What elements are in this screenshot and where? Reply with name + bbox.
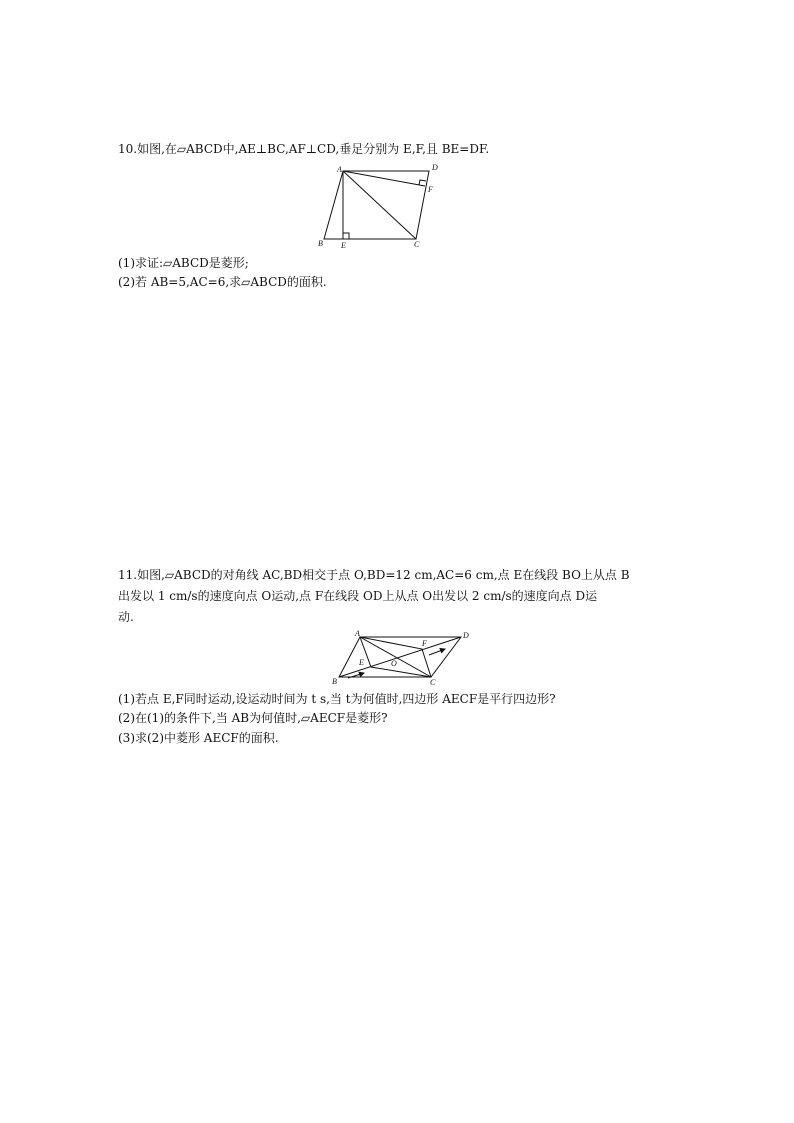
arrow-f — [429, 649, 445, 655]
label-a: A — [337, 165, 342, 174]
label-f: F — [428, 185, 433, 194]
label-e: E — [359, 658, 364, 667]
label-b: B — [318, 239, 323, 248]
q11-part3: (3)求(2)中菱形 AECF的面积. — [118, 731, 279, 745]
label-b: B — [332, 677, 337, 686]
label-c: C — [430, 678, 436, 687]
q11-stem-line2: 出发以 1 cm/s的速度向点 O运动,点 F在线段 OD上从点 O出发以 2 cm/s的速度向点 D运 — [118, 589, 598, 603]
label-o: O — [391, 659, 397, 668]
label-e: E — [341, 241, 346, 250]
q11-part1: (1)若点 E,F同时运动,设运动时间为 t s,当 t为何值时,四边形 AECF是平行四边形? — [118, 692, 556, 706]
segment-af — [343, 171, 425, 186]
q10-part2: (2)若 AB=5,AC=6,求▱ABCD的面积. — [118, 275, 327, 289]
right-angle-f — [419, 180, 426, 185]
q10-figure — [312, 160, 442, 252]
q11-part2: (2)在(1)的条件下,当 AB为何值时,▱AECF是菱形? — [118, 711, 388, 725]
label-a: A — [355, 629, 360, 638]
diagonal-ac — [343, 171, 416, 239]
label-d: D — [463, 631, 469, 640]
q10-part1: (1)求证:▱ABCD是菱形; — [118, 256, 249, 270]
q11-figure — [330, 628, 480, 688]
q11-stem-line1: 11.如图,▱ABCD的对角线 AC,BD相交于点 O,BD=12 cm,AC=6 cm,点 E在线段 BO上从点 B — [118, 568, 630, 582]
parallelogram-abcd — [324, 171, 429, 239]
right-angle-e — [343, 233, 349, 239]
q11-stem-line3: 动. — [118, 610, 134, 624]
label-f: F — [422, 639, 427, 648]
label-c: C — [414, 240, 420, 249]
q10-stem: 10.如图,在▱ABCD中,AE⊥BC,AF⊥CD,垂足分别为 E,F,且 BE=DF. — [118, 142, 490, 156]
label-d: D — [432, 163, 438, 172]
